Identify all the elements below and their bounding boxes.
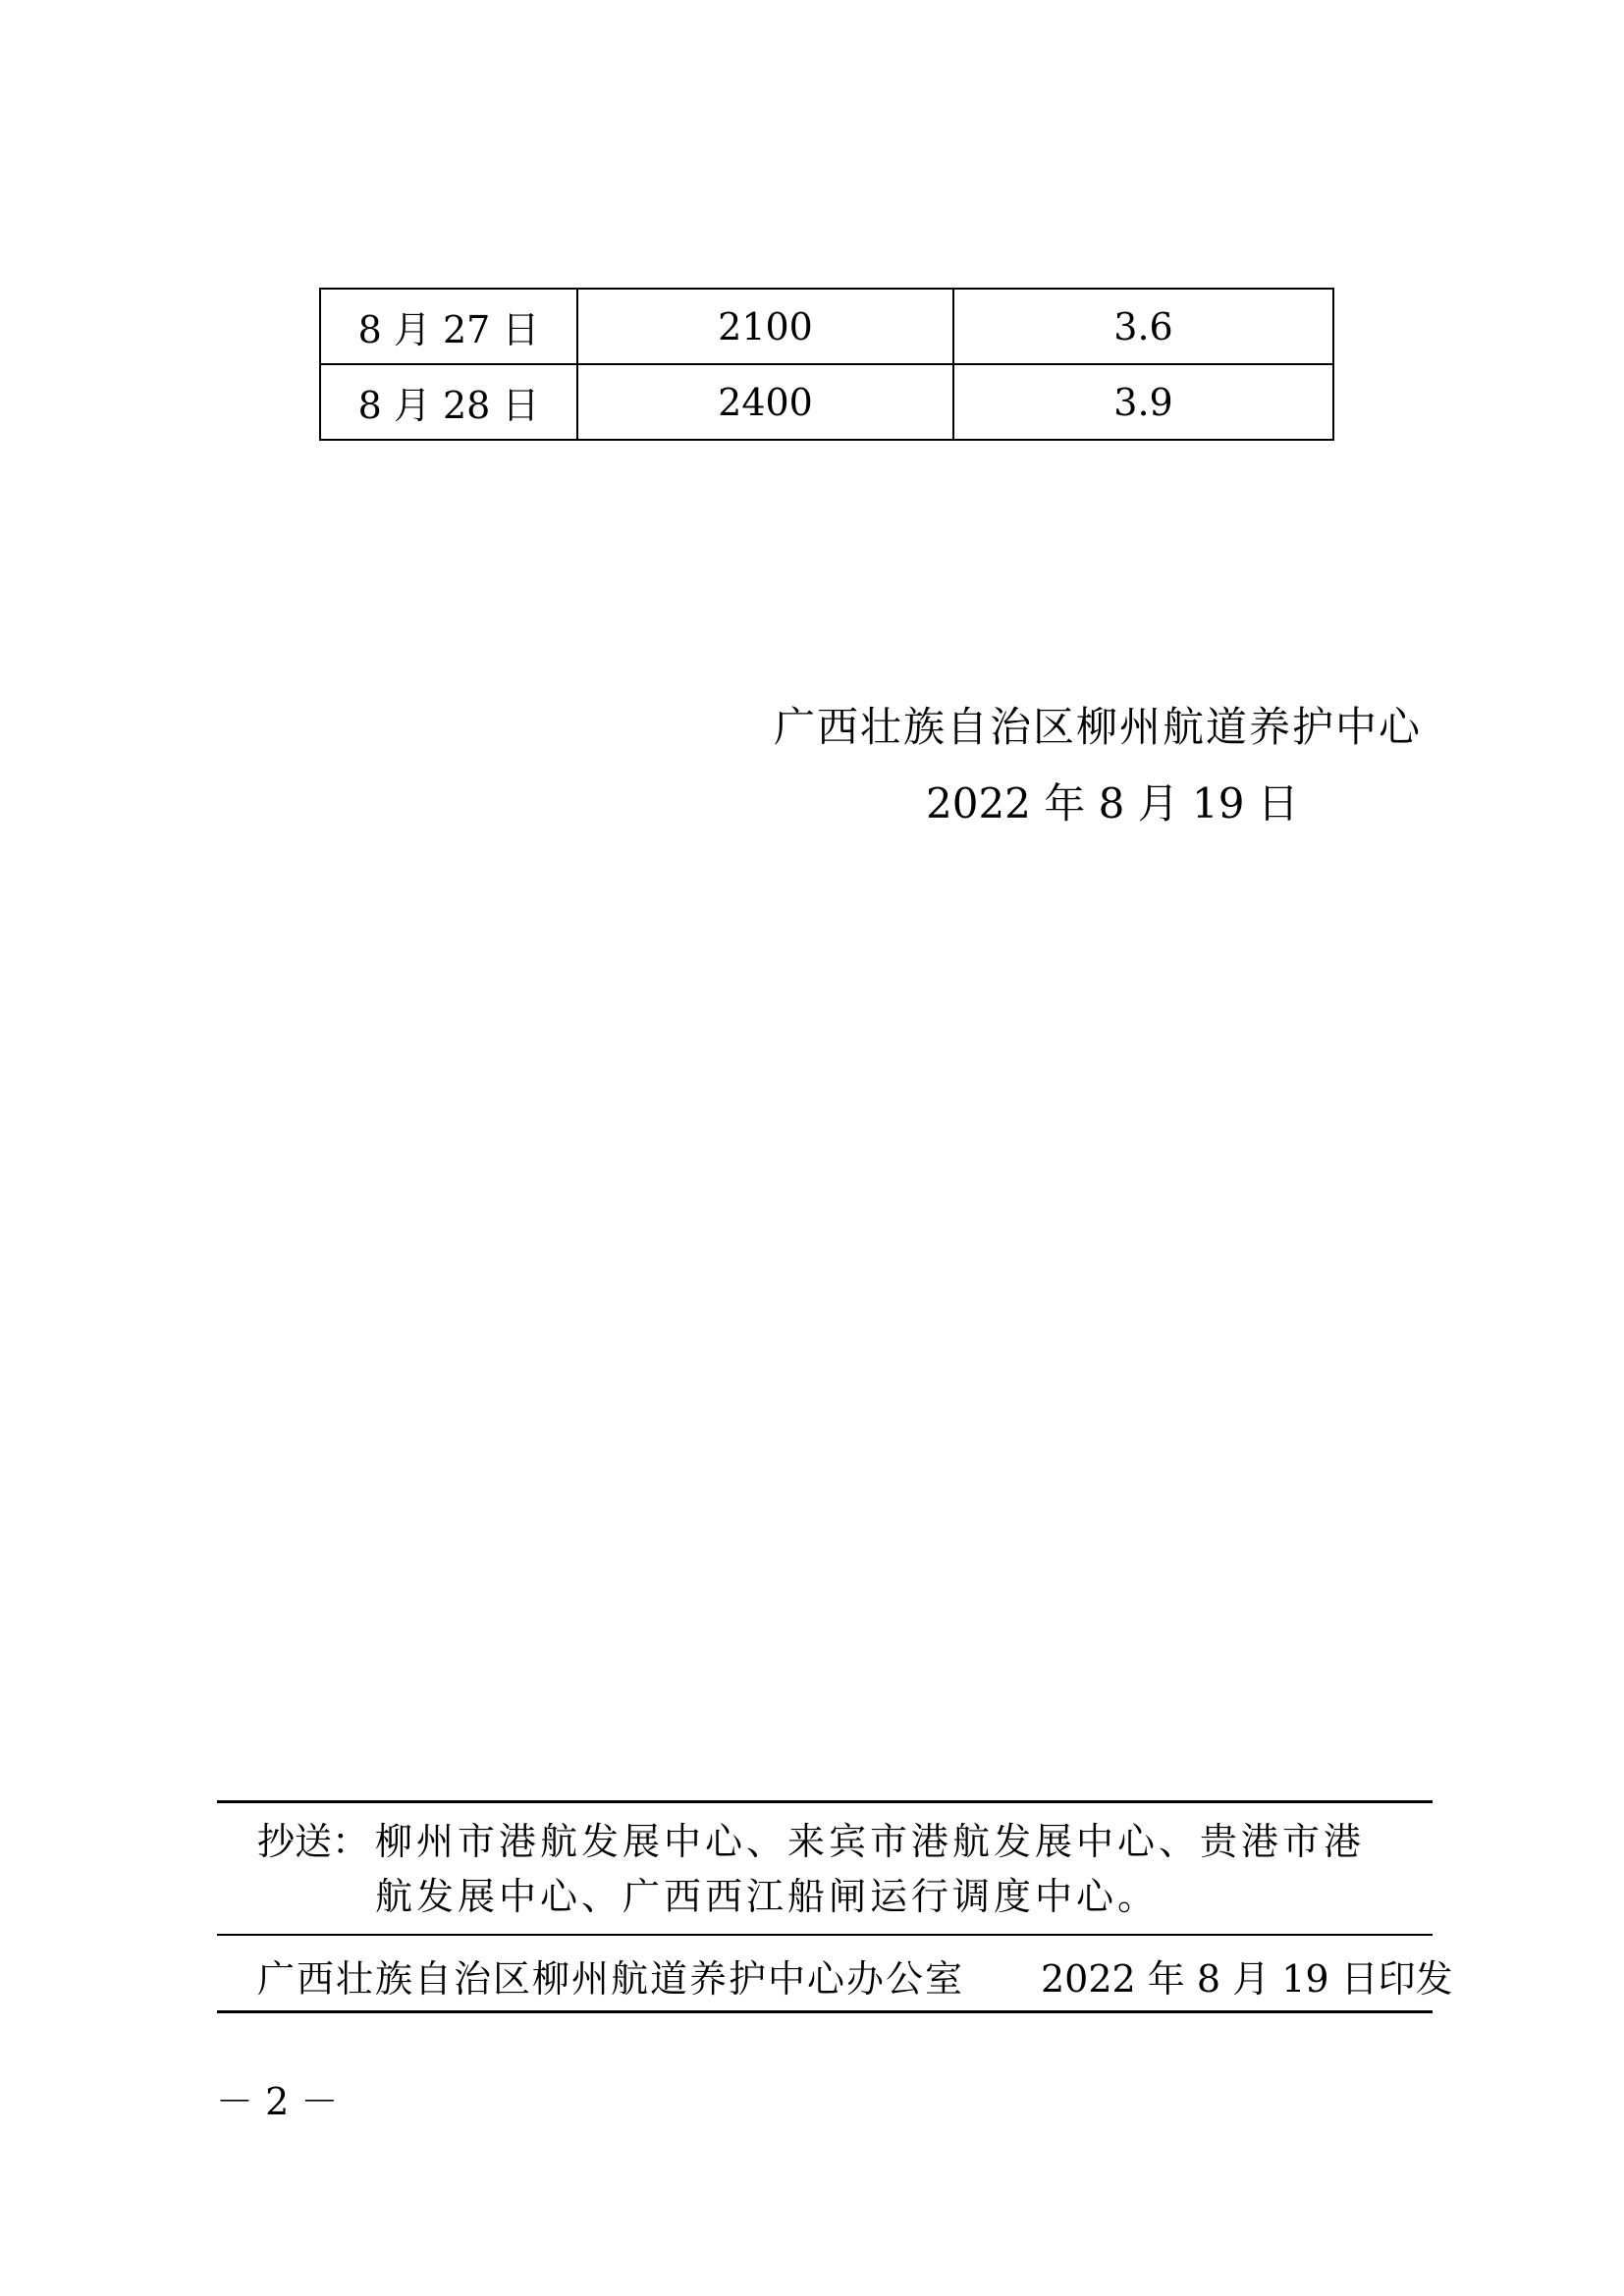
flow-forecast-table [319, 288, 1334, 441]
level-cell: 3.6 [953, 289, 1333, 364]
issue-date: 2022 年 8 月 19 日印发 [1041, 1957, 1453, 2001]
date-cell: 8 月 27 日 [320, 289, 577, 364]
cc-text-line-1: 柳州市港航发展中心、来宾市港航发展中心、贵港市港 [375, 1820, 1366, 1863]
table-row [320, 289, 1333, 364]
issuing-office: 广西壮族自治区柳州航道养护中心办公室 [257, 1957, 965, 2001]
footer-top-rule [217, 1800, 1433, 1803]
flow-cell: 2400 [577, 364, 953, 440]
cc-text-line-2: 航发展中心、广西西江船闸运行调度中心。 [375, 1875, 1160, 1918]
signature-organization: 广西壮族自治区柳州航道养护中心 [774, 703, 1423, 751]
footer-middle-rule [217, 1934, 1433, 1936]
footer-bottom-rule [217, 2010, 1433, 2013]
cc-label: 抄送： [257, 1820, 370, 1863]
flow-cell: 2100 [577, 289, 953, 364]
signature-date: 2022 年 8 月 19 日 [926, 779, 1299, 828]
page-number: － 2 － [216, 2080, 339, 2123]
table-row [320, 364, 1333, 440]
date-cell: 8 月 28 日 [320, 364, 577, 440]
cc-recipients [257, 1814, 1426, 1924]
level-cell: 3.9 [953, 364, 1333, 440]
